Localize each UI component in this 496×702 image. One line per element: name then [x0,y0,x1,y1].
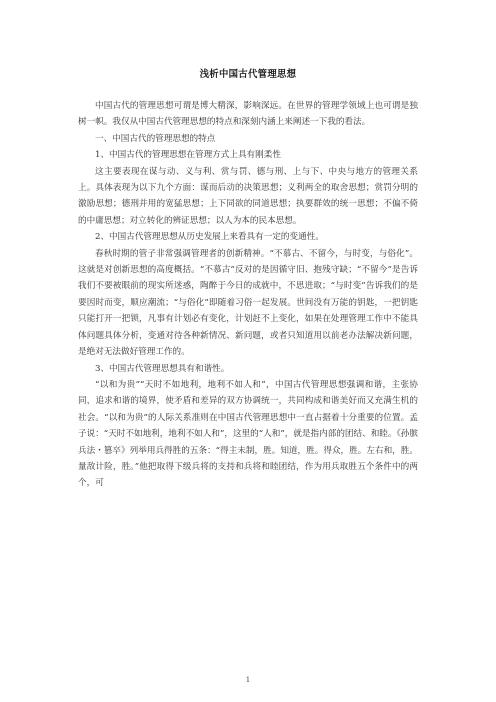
subheading-3: 3、中国古代管理思想具有和谐性。 [95,363,230,374]
document-title: 浅析中国古代管理思想 [199,69,297,80]
paragraph-1: 这主要表现在谋与动、义与利、赏与罚、德与刑、上与下、中央与地方的管理关系上。具体表现为以下九个方面：谋而后动的决策思想；义利两全的取舍思想；赏罚分明的激励思想；德刑并用的宽猛思想；上下同欲的同道思想；执要群效的统一思想；不偏不倚的中庸思想；对立转化的辨证思想；以人为本的民本思想。 [78,166,418,226]
subheading-2: 2、中国古代管理思想从历史发展上来看具有一定的变通性。 [95,232,324,243]
page-number: 1 [245,676,251,684]
document-body [78,98,418,492]
section-heading-1: 一、中国古代的管理思想的特点 [95,133,216,144]
subheading-1: 1、中国古代的管理思想在管理方式上具有刚柔性 [95,150,281,161]
paragraph-intro: 中国古代的管理思想可谓是博大精深，影响深远。在世界的管理学领域上也可谓是独树一帜。我仅从中国古代管理思想的特点和深刻内涵上来阐述一下我的看法。 [78,101,418,128]
paragraph-3: “以和为贵”“天时不如地利，地利不如人和”，中国古代管理思想强调和谐，主张协同，追求和谐的境界，使矛盾和差异的双方协调统一，共同构成和谐美好而又充满生机的社会。“以和为贵”的人际关系准则在中国古代管理思想中一直占据着十分重要的位置。孟子说：“天时不如地利，地利不如人和”，这里的“人和”，就是指内部的团结、和睦。《孙膑兵法・篡卒》列举用兵得胜的五条：“得主未制，胜。知道，胜。得众，胜。左右和，胜。量敌计险，胜。”他把取得下级兵将的支持和兵将和睦团结，作为用兵取胜五个条件中的两个，可 [78,379,418,489]
paragraph-2: 春秋时期的管子非常强调管理者的创新精神。“不慕古、不留今，与时变，与俗化”。这就是对创新思想的高度概括。“不慕古”反对的是因循守旧、抱残守缺；“不留今”是告诉我们不要被眼前的现实所迷惑，陶醉于今日的成就中，不思进取；“与时变”告诉我们的是要因时而变，顺应潮流；“与俗化”即随着习俗一起发展。世间没有万能的钥匙，一把钥匙只能打开一把锁，凡事有计划必有变化，计划赶不上变化，如果在处理管理工作中不能具体问题具体分析，变通对待各种新情况、新问题，或者只知道用以前老办法解决新问题，是绝对无法做好管理工作的。 [78,248,418,358]
